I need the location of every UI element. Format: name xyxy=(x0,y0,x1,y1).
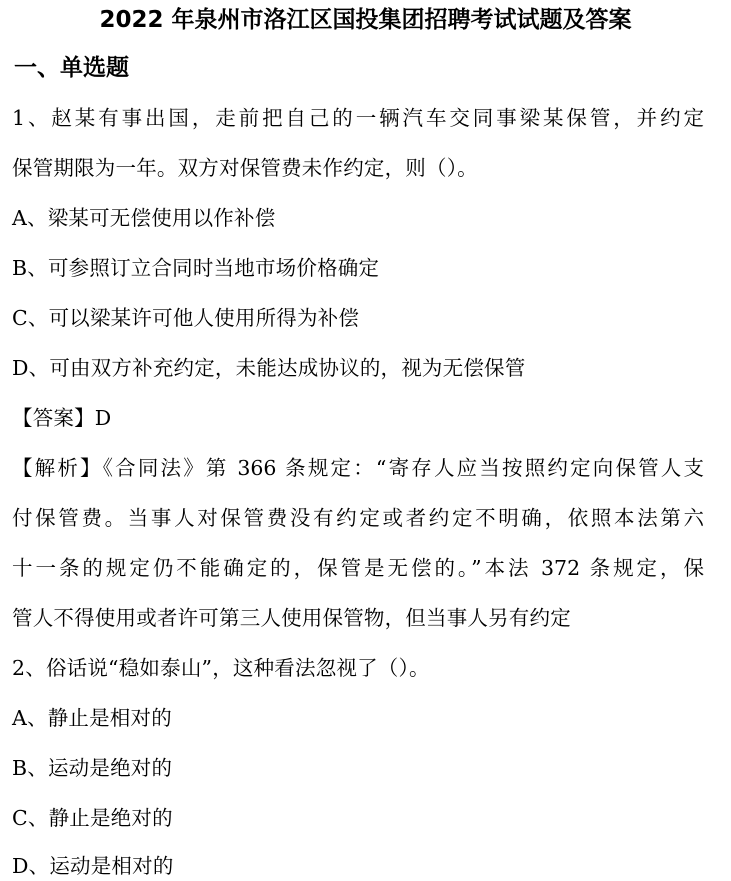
section-heading: 一、单选题 xyxy=(14,55,129,81)
question-2-option-b: B、运动是绝对的 xyxy=(12,756,173,780)
question-1-option-a: A、梁某可无偿使用以作补偿 xyxy=(12,206,276,230)
question-1-stem-line-2: 保管期限为一年。双方对保管费未作约定，则（）。 xyxy=(12,156,478,180)
question-1-analysis-line-2: 付保管费。当事人对保管费没有约定或者约定不明确，依照本法第六 xyxy=(12,506,704,530)
question-1-option-d: D、可由双方补充约定，未能达成协议的，视为无偿保管 xyxy=(12,356,526,380)
question-1-analysis-line-4: 管人不得使用或者许可第三人使用保管物，但当事人另有约定 xyxy=(12,606,571,630)
question-1-option-b: B、可参照订立合同时当地市场价格确定 xyxy=(12,256,380,280)
question-1-option-c: C、可以梁某许可他人使用所得为补偿 xyxy=(12,306,360,330)
question-1-analysis-line-3: 十一条的规定仍不能确定的，保管是无偿的。”本法 372 条规定，保 xyxy=(12,556,704,580)
document-title: 2022 年泉州市洛江区国投集团招聘考试试题及答案 xyxy=(99,7,632,33)
question-1-answer: 【答案】D xyxy=(12,406,112,430)
question-1-stem-line-1: 1、赵某有事出国，走前把自己的一辆汽车交同事梁某保管，并约定 xyxy=(12,106,704,130)
question-2-option-a: A、静止是相对的 xyxy=(12,706,172,730)
question-2-option-c: C、静止是绝对的 xyxy=(12,806,173,830)
question-1-analysis-line-1: 【解析】《合同法》第 366 条规定：“寄存人应当按照约定向保管人支 xyxy=(12,456,704,480)
question-2-stem-line-1: 2、俗话说“稳如泰山”，这种看法忽视了（）。 xyxy=(12,656,430,680)
question-2-option-d: D、运动是相对的 xyxy=(12,854,174,878)
